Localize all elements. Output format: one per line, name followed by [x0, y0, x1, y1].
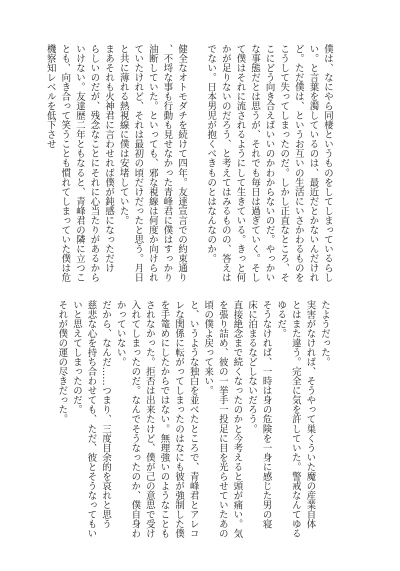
upper-text-line: ど。ただ僕は、というお互いの生活にいさかわるものを [292, 44, 304, 283]
upper-text-block [42, 44, 334, 283]
upper-text-line: らしいのだが、残念なことにそれに心当たりがあるから [88, 44, 100, 283]
lower-text-line: 実害がなければ、そうやって巣くういた魔の産業自体 [304, 300, 316, 529]
lower-text-line: 頃の僕よ戻って来い。 [202, 300, 214, 396]
lower-text-line: を手篭めにしたからではない。無理強いのようなことも [158, 300, 170, 539]
upper-text-line: まあそれも火神君に言わせれば僕が鈍感になっただけ [103, 44, 115, 273]
upper-text-line: 健全なオトモダチを続けて四年。友達宣言での約束通り [176, 44, 188, 283]
upper-text-line: て僕はそれに流されるようにして生きている。きっと何 [234, 44, 246, 283]
lower-text-line: を張り詰め、彼の一挙手一投足に目を光らせていたあの [216, 300, 228, 539]
upper-text-line: な事態だとは思うが、それでも毎日は過ぎていく。そし [249, 44, 261, 283]
lower-text-line: 床に泊まるなどしないだろう。 [246, 300, 258, 434]
lower-text-line: 慈悲な心を持ち合わせても、ただ、彼とそうなってもい [85, 300, 97, 539]
lower-text-line: レな関係に転がってしまったのはなにも彼が強制した僕 [173, 300, 185, 539]
lower-text-line: とはまた違う。完全に気を許していた。警戒なんてゆる [289, 300, 301, 539]
upper-text-line: いけない。友達歴二年ともなると、青峰君の隣に立つこ [73, 44, 85, 283]
upper-text-line: とも、向き合って笑うことも慣れてしまっていた僕は危 [59, 44, 71, 283]
upper-text-line: でない。日本男児が抱くべきものとはなんなのか。 [205, 44, 217, 264]
lower-text-line: それが僕の運の尽きだった。 [56, 300, 68, 425]
lower-text-line: 直接絶念まで続くなったのかと今考えると頭が痛い。気 [231, 300, 243, 539]
upper-text-line: と共に薄れる熱視線に僕は安堵していた。 [117, 44, 129, 226]
upper-text-line: 機察知レベルを低下させ [44, 44, 56, 149]
upper-text-line: かが足りないのだろう、と考えてはみるものの、答えは [219, 44, 231, 283]
upper-text-line: こにどう向き合えばいいのかわからないのだ。やっかい [263, 44, 275, 283]
upper-text-line: 僕は、なにやら同棲というものをしてしまっているらし [322, 44, 333, 283]
lower-text-line: かっていない。 [114, 300, 126, 367]
upper-text-line: 油断していた。といっても、邪な視線は何度か向けられ [146, 44, 158, 283]
lower-text-line: そうなければ、一時は身の危険を一身に感じた男の寝 [260, 300, 272, 529]
lower-text-line: いと思えてしまったのだ。 [70, 300, 82, 415]
upper-text-line: 、不埒な事も行動も見せなかった青峰君に僕はすっかり [161, 44, 173, 283]
upper-text-line: こうして失ってしまったのだ。しかし正直なところ、そ [278, 44, 290, 283]
upper-text-line: ていたけれど、それは最初の頃だけだったと思う。月日 [132, 44, 144, 283]
lower-text-block [54, 300, 331, 539]
lower-text-line: たようだった。 [319, 300, 330, 367]
upper-text-line: い。と言葉を濁しているのは、最近だとかないんだけれ [307, 44, 319, 283]
lower-text-line: 入れてしまったのだ。なんでそうなったのか、僕自身わ [129, 300, 141, 539]
upper-text-line [188, 44, 203, 276]
lower-text-line: と、いうような独白を並べたところで、青峰君とアレコ [187, 300, 199, 539]
lower-text-line: されなかった。拒否は出来たけど、僕が己の意思で受け [143, 300, 155, 539]
lower-text-line: ゆるだ。 [275, 300, 287, 339]
lower-text-line: だから、なんだ……つまり、三度目余的を哀れと思う [100, 300, 112, 529]
